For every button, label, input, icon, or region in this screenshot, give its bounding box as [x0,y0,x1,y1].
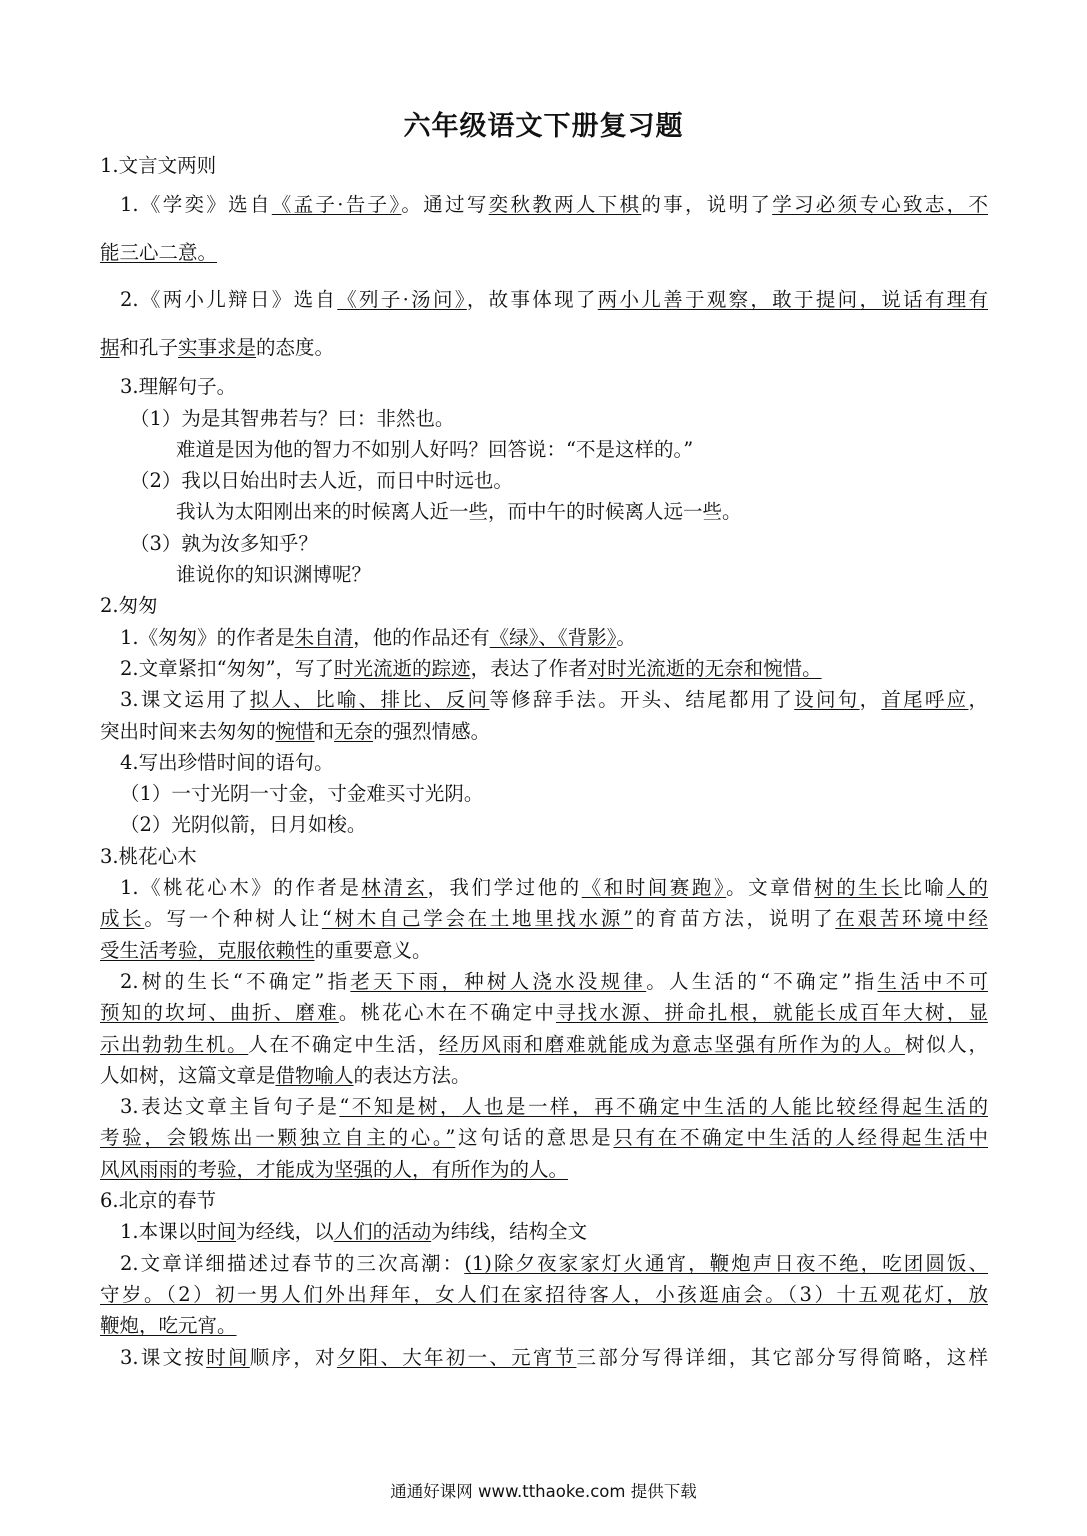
text-segment: 3.理解句子。 [120,375,237,399]
text-segment: 2.文章紧扣“匆匆”，写了 [120,656,335,680]
text-line [100,371,988,402]
text-segment: 。通过写 [401,193,489,217]
underlined-answer: “树木自己学会在土地里找水源” [321,907,633,931]
text-segment: 的表达方法。 [353,1063,471,1087]
text-segment: 1.本课以 [120,1220,198,1244]
text-line [100,903,988,934]
text-line [100,1029,988,1060]
text-segment: 1.《匆匆》的作者是 [120,625,295,649]
document-title: 六年级语文下册复习题 [403,111,684,142]
underlined-answer: 鞭炮，吃元宵。 [100,1314,237,1338]
underlined-answer: 风风雨雨的考验，才能成为坚强的人，有所作为的人。 [100,1157,569,1181]
text-segment: 。人生活的“不确定”指 [646,969,878,993]
text-segment: 为经线，以 [236,1220,334,1244]
text-segment: 3.表达文章主旨句子是 [120,1095,340,1119]
text-segment: 6.北京的春节 [100,1189,217,1213]
underlined-answer: 示出勃勃生机。 [100,1032,249,1056]
text-segment: 等修辞手法。开头、结尾都用了 [489,688,795,712]
underlined-answer: 预知的坎坷、曲折、磨难 [100,1001,339,1025]
underlined-answer: 拟人、比喻、排比、反问 [249,688,490,712]
underlined-answer: 只有在不确定中生活的人经得起生活中 [613,1126,988,1150]
underlined-answer: 守岁。（2）初一男人们外出拜年，女人们在家招待客人，小孩逛庙会。（3）十五观花灯，放 [100,1282,988,1306]
text-segment: 2.匆匆 [100,594,158,618]
text-line [100,229,988,277]
underlined-answer: 首尾呼应 [881,688,969,712]
page-footer: 通通好课网 www.tthaoke.com 提供下载 [390,1482,697,1501]
document-body [100,150,988,1373]
text-segment: 。文章借 [726,876,815,900]
text-segment: 这句话的意思是 [455,1126,614,1150]
text-segment: 4.写出珍惜时间的语句。 [120,750,334,774]
underlined-answer: 学习必须专心致志，不 [772,193,988,217]
underlined-answer: 时间 [206,1345,250,1369]
underlined-answer: 能三心二意。 [100,240,218,264]
text-segment: ， [968,688,988,712]
text-segment: 比喻 [902,876,947,900]
text-line [100,1185,988,1216]
underlined-answer: 《孟子·告子》 [271,193,402,217]
text-line [100,747,988,778]
text-segment: ，我们学过他的 [427,876,582,900]
underlined-answer: 无奈 [334,719,374,743]
underlined-answer: 在艰苦环境中经 [835,907,988,931]
underlined-answer: 人们的活动 [333,1220,432,1244]
underlined-answer: 朱自清 [294,625,354,649]
text-segment: 我认为太阳刚出来的时候离人近一些，而中午的时候离人远一些。 [176,500,742,524]
text-segment: 。 [616,625,636,649]
text-line [100,1122,988,1153]
underlined-answer: (1)除夕夜家家灯火通宵，鞭炮声日夜不绝，吃团圆饭、 [464,1251,988,1275]
text-line [100,590,988,621]
text-segment: （3）孰为汝多知乎？ [130,531,318,555]
text-line [100,276,988,324]
text-segment: ，他的作品还有 [353,625,490,649]
text-segment: （2）我以日始出时去人近，而日中时远也。 [130,469,513,493]
text-segment: 为纬线，结构全文 [431,1220,588,1244]
text-segment: ，表达了作者 [470,656,588,680]
underlined-answer: 《绿》、《背影》 [489,625,617,649]
text-segment: 突出时间来去匆匆的 [100,719,276,743]
underlined-answer: 老天下雨，种树人浇水没规律 [350,969,647,993]
text-segment: 2.《两小儿辩日》选自 [120,288,338,312]
text-segment: 2.树的生长“不确定”指 [120,969,351,993]
text-line [100,528,988,559]
text-segment: 的育苗方法，说明了 [632,907,836,931]
text-segment: 3.课文运用了 [120,688,250,712]
underlined-answer: 考验，会锻炼出一颗独立自主的心。” [100,1126,456,1150]
text-segment: 顺序，对 [249,1345,337,1369]
text-line [100,684,988,715]
underlined-answer: 树的生长 [814,876,903,900]
text-line [100,1279,988,1310]
text-line [100,716,988,747]
text-segment: 谁说你的知识渊博呢？ [176,563,372,587]
text-segment: （1）为是其智弗若与？曰：非然也。 [130,406,455,430]
underlined-answer: 对时光流逝的无奈和惋惜。 [587,656,822,680]
text-segment: 的重要意义。 [314,938,432,962]
underlined-answer: 林清玄 [361,876,428,900]
text-line [100,997,988,1028]
text-segment: 人在不确定中生活， [248,1032,439,1056]
text-segment: ， [859,688,882,712]
text-line [100,403,988,434]
underlined-answer: 设问句 [794,688,860,712]
text-segment: 和孔子 [119,335,179,359]
text-line [100,434,988,465]
text-segment: 1.文言文两则 [100,154,217,177]
text-segment: ，故事体现了 [466,288,598,312]
underlined-answer: “不知是树，人也是一样，再不确定中生活的人能比较经得起生活的 [339,1095,988,1119]
underlined-answer: 人的 [946,876,988,900]
text-line [100,778,988,809]
text-segment: 。写一个种树人让 [144,907,322,931]
text-segment: 3.桃花心木 [100,844,197,868]
underlined-answer: 夕阳、大年初一、元宵节 [336,1345,577,1369]
text-line [100,1310,988,1341]
text-line [100,1216,988,1247]
text-line [100,150,988,181]
underlined-answer: 成长 [100,907,145,931]
text-line [100,1248,988,1279]
text-segment: 的事，说明了 [641,193,773,217]
text-line [100,559,988,590]
text-segment: 人如树，这篇文章是 [100,1063,276,1087]
text-segment: 和 [314,719,335,743]
text-line [100,1342,988,1373]
underlined-answer: 两小儿善于观察，敢于提问，说话有理有 [597,288,988,312]
text-line [100,465,988,496]
underlined-answer: 《和时间赛跑》 [581,876,727,900]
text-line [100,1060,988,1091]
text-segment: 1.《桃花心木》的作者是 [120,876,362,900]
underlined-answer: 经历风雨和磨难就能成为意志坚强有所作为的人。 [438,1032,905,1056]
text-line [100,935,988,966]
underlined-answer: 受生活考验，克服依赖性 [100,938,315,962]
underlined-answer: 生活中不可 [877,969,988,993]
text-line [100,872,988,903]
text-segment: 2.文章详细描述过春节的三次高潮： [120,1251,465,1275]
text-line [100,1154,988,1185]
text-line [100,966,988,997]
underlined-answer: 惋惜 [275,719,315,743]
underlined-answer: 实事求是 [178,335,257,359]
text-line [100,496,988,527]
underlined-answer: 借物喻人 [275,1063,354,1087]
text-segment: 难道是因为他的智力不如别人好吗？回答说：“不是这样的。” [176,437,694,461]
text-segment: （2）光阴似箭，日月如梭。 [120,813,367,837]
underlined-answer: 奕秋教两人下棋 [488,193,642,217]
text-line [100,653,988,684]
text-line [100,324,988,372]
text-segment: 树似人， [904,1032,988,1056]
underlined-answer: 寻找水源、拼命扎根，就能长成百年大树，显 [555,1001,988,1025]
text-segment: 。桃花心木在不确定中 [338,1001,556,1025]
text-line [100,181,988,229]
underlined-answer: 时光流逝的踪迹 [334,656,471,680]
underlined-answer: 据 [100,335,120,359]
text-line [100,841,988,872]
text-line [100,622,988,653]
text-segment: 的强烈情感。 [373,719,491,743]
text-segment: （1）一寸光阴一寸金，寸金难买寸光阴。 [120,782,484,806]
text-segment: 三部分写得详细，其它部分写得简略，这样 [576,1345,988,1369]
underlined-answer: 时间 [197,1220,237,1244]
text-line [100,1091,988,1122]
text-segment: 3.课文按 [120,1345,207,1369]
text-segment: 1.《学奕》选自 [120,193,272,217]
underlined-answer: 《列子·汤问》 [337,288,467,312]
text-segment: 的态度。 [256,335,335,359]
text-line [100,809,988,840]
